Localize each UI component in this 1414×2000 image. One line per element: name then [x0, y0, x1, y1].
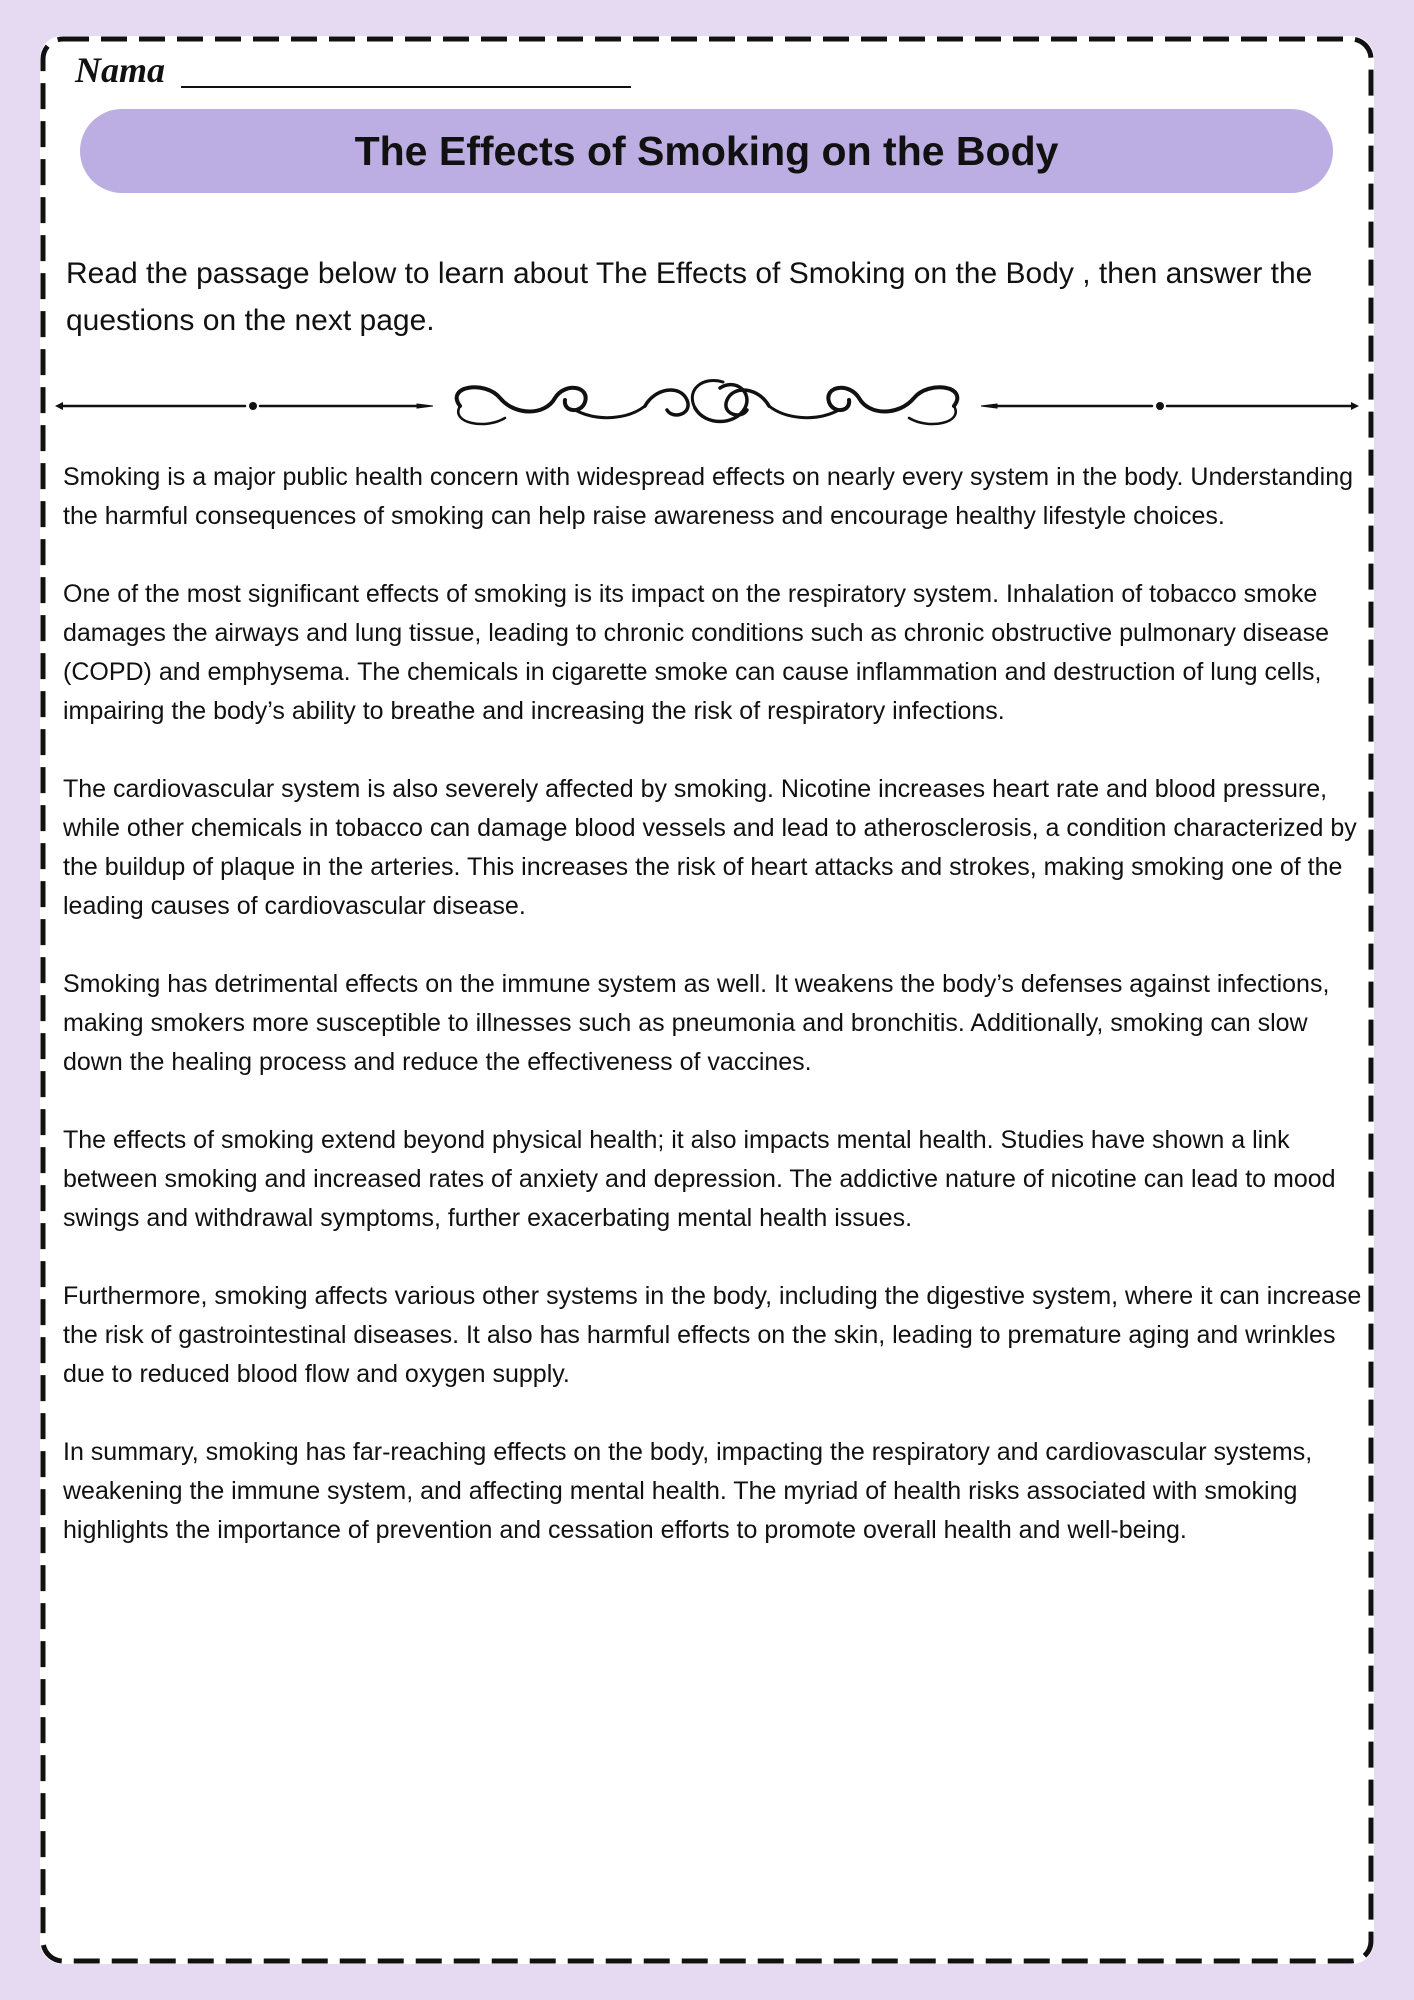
- passage-paragraph-2: One of the most significant effects of smoking is its impact on the respiratory system. Inhalation of tobacco smoke damages the airways and lung tissue, leading to chronic conditions such as chronic obstructive pulmonary disease (COPD) and emphysema. The chemicals in cigarette smoke can cause inflammation and destruction of lung cells, impairing the body’s ability to breathe and increasing the risk of respiratory infections.: [63, 580, 1329, 725]
- passage-paragraph-4: Smoking has detrimental effects on the immune system as well. It weakens the body’s defenses against infections, making smokers more susceptible to illnesses such as pneumonia and bronchitis. Additionally, smoking can slow down the healing process and reduce the effectiveness of vaccines.: [63, 970, 1330, 1076]
- passage-paragraph-6: Furthermore, smoking affects various other systems in the body, including the digestive system, where it can increase the risk of gastrointestinal diseases. It also has harmful effects on the skin, leading to premature aging and wrinkles due to reduced blood flow and oxygen supply.: [63, 1282, 1362, 1388]
- name-field-line[interactable]: [181, 86, 631, 88]
- instructions-text: Read the passage below to learn about The Effects of Smoking on the Body , then answer the questions on the next page.: [66, 257, 1313, 337]
- name-label: Nama: [75, 50, 165, 90]
- ornamental-swirl-divider-icon: [55, 368, 1359, 444]
- title-banner: [80, 109, 1333, 193]
- passage-paragraph-3: The cardiovascular system is also severely affected by smoking. Nicotine increases heart rate and blood pressure, while other chemicals in tobacco can damage blood vessels and lead to atherosclerosis, a condition characterized by the buildup of plaque in the arteries. This increases the risk of heart attacks and strokes, making smoking one of the leading causes of cardiovascular disease.: [63, 775, 1357, 920]
- reading-passage: [63, 458, 1373, 1589]
- worksheet-sheet: [40, 36, 1374, 1964]
- page-title: The Effects of Smoking on the Body: [354, 127, 1059, 174]
- passage-paragraph-5: The effects of smoking extend beyond physical health; it also impacts mental health. Studies have shown a link between smoking and increased rates of anxiety and depression. The addictive nature of nicotine can lead to mood swings and withdrawal symptoms, further exacerbating mental health issues.: [63, 1126, 1336, 1232]
- passage-paragraph-7: In summary, smoking has far-reaching effects on the body, impacting the respiratory and cardiovascular systems, weakening the immune system, and affecting mental health. The myriad of health risks associated with smoking highlights the importance of prevention and cessation efforts to promote overall health and well-being.: [63, 1438, 1313, 1544]
- name-row: [75, 46, 631, 94]
- passage-paragraph-1: Smoking is a major public health concern with widespread effects on nearly every system in the body. Understanding the harmful consequences of smoking can help raise awareness and encourage healthy lifestyle choices.: [63, 463, 1354, 530]
